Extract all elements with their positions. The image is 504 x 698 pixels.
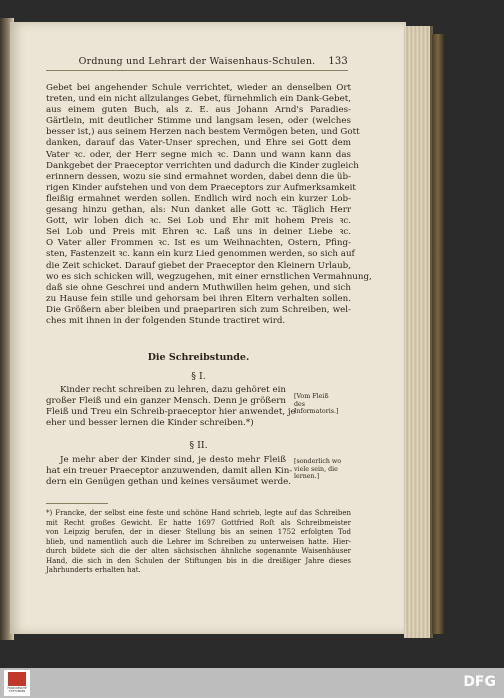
text-line: Fleiß und Treu ein Schreib-praeceptor hier anwendet, je: [46, 407, 296, 418]
text-line: Dankgebet der Praeceptor verrichten und dadurch die Kinder zugleich: [46, 160, 359, 171]
text-line: rigen Kinder aufstehen und von dem Praeceptors zur Aufmerksamkeit: [46, 182, 356, 193]
text-line: Je mehr aber der Kinder sind, je desto mehr Fleiß: [60, 455, 286, 465]
footnote: [46, 509, 351, 576]
text-line: ches mit ihnen in der folgenden Stunde tractiret wird.: [46, 315, 286, 326]
marginal-note-1: [294, 393, 354, 416]
footnote-line: von Leipzig berufen, der in dieser Stellung bis an seinen 1752 erfolgten Tod: [46, 528, 351, 536]
text-line: gesang hinzu gethan, als: Nun danket alle Gott ꝛc. Täglich Herr: [46, 205, 351, 216]
footnote-line: *) Francke, der selbst eine feste und schöne Hand schrieb, legte auf das Schreiben: [46, 509, 351, 517]
intro-paragraph: [46, 83, 372, 327]
text-line: zu Hause fein stille und gehorsam bei ihren Eltern verhalten sollen.: [46, 293, 351, 304]
text-line: sten, Fastenzeit ꝛc. kann ein kurz Lied genommen werden, so sich auf: [46, 249, 355, 260]
footnote-line: mit Recht großes Gewicht. Er hatte 1697 Gottfried Roſt als Schreibmeister: [46, 518, 351, 527]
text-line: fleißig ermahnet werden sollen. Endlich wird noch ein kurzer Lob-: [46, 193, 351, 204]
text-line: wo es sich schicken will, wegzugehen, mit einer ernstlichen Vermahnung,: [46, 271, 372, 282]
footnote-rule: [46, 503, 108, 504]
section-1-paragraph: [46, 385, 296, 429]
section-heading: Die Schreibstunde.: [147, 352, 250, 363]
paragraph-number-1: § I.: [191, 371, 206, 382]
page-stack-edge: [404, 26, 433, 638]
institution-logo-mark: [8, 672, 26, 686]
footnote-line: Hand, die sich in den Schulen der Stiftungen bis in die dreißiger Jahre dieses: [46, 556, 351, 565]
marginal-line: viele sein, die: [294, 465, 338, 473]
text-line: Gärtlein, mit deutlicher Stimme und langsam lesen, oder (welches: [46, 116, 351, 127]
dfg-logo: DFG: [463, 674, 496, 690]
footnote-line: durch bildete sich die der alten sächsischen ähnliche sogenannte Waisenhäuser: [46, 547, 351, 555]
text-line: aus einem guten Buch, als z. E. aus Johann Arnd's Paradies-: [46, 105, 351, 116]
marginal-line: lernen.]: [294, 473, 320, 481]
text-line: Sei Lob und Preis mit Ehren ꝛc. Laß uns in deiner Liebe ꝛc.: [46, 227, 351, 238]
marginal-line: Informatoris.]: [294, 408, 339, 416]
page-number: 133: [328, 56, 348, 67]
section-2-paragraph: [46, 455, 293, 488]
book-spine: [432, 34, 444, 634]
footnote-line: Jahrhunderts erhalten hat.: [46, 566, 141, 574]
text-line: hat ein treuer Praeceptor anzuwenden, damit allen Kin-: [46, 466, 293, 477]
text-line: Gott, wir loben dich ꝛc. Sei Lob und Ehr mit hohem Preis ꝛc.: [46, 216, 351, 227]
text-line: danken, darauf das Vater-Unser sprechen, und Ehre sei Gott dem: [46, 138, 351, 149]
marginal-line: [Vom Fleiß: [294, 393, 329, 400]
text-line: Vater ꝛc. oder, der Herr segne mich ꝛc. Dann und wann kann das: [46, 149, 351, 160]
text-line: dern ein Genügen gethan und keines versäumet werde.: [46, 477, 292, 488]
running-title: Ordnung und Lehrart der Waisenhaus-Schulen.: [78, 56, 316, 67]
text-line: eher und besser lernen die Kinder schreiben.*): [46, 418, 254, 429]
viewer-footer-bar: [0, 668, 504, 698]
marginal-note-2: [294, 458, 354, 481]
text-line: erinnern dessen, wozu sie sind ermahnet worden, dabei denn die üb-: [46, 171, 351, 182]
footnote-line: blieb, und namentlich auch die Lehrer im Schreiben zu unterweisen hatte. Hier-: [46, 537, 351, 546]
marginal-line: des: [294, 400, 305, 408]
text-line: O Vater aller Frommen ꝛc. Ist es um Weihnachten, Ostern, Pfing-: [46, 238, 351, 249]
text-line: Kinder recht schreiben zu lehren, dazu gehöret ein: [60, 385, 286, 395]
text-line: die Zeit schicket. Darauf giebet der Praeceptor den Kleinern Urlaub,: [46, 260, 351, 271]
institution-logo: [4, 670, 30, 696]
marginal-line: [sonderlich wo: [294, 458, 342, 465]
running-header: [46, 56, 348, 71]
text-line: besser ist,) aus seinem Herzen nach bestem Vermögen beten, und Gott: [46, 127, 360, 138]
paragraph-number-2: § II.: [189, 440, 208, 451]
text-line: daß sie ohne Geschrei und andern Muthwillen heim gehen, und sich: [46, 282, 351, 293]
text-line: Gebet bei angehender Schule verrichtet, wieder an denselben Ort: [46, 83, 351, 93]
text-line: treten, und ein nicht allzulanges Gebet, fürnehmlich ein Dank-Gebet,: [46, 94, 352, 105]
text-line: Die Größern aber bleiben und praepariren sich zum Schreiben, wel-: [46, 304, 351, 315]
institution-logo-label: FRANCKESCHE STIFTUNGEN: [7, 687, 27, 693]
text-line: großer Fleiß und ein ganzer Mensch. Denn je größern: [46, 396, 286, 407]
